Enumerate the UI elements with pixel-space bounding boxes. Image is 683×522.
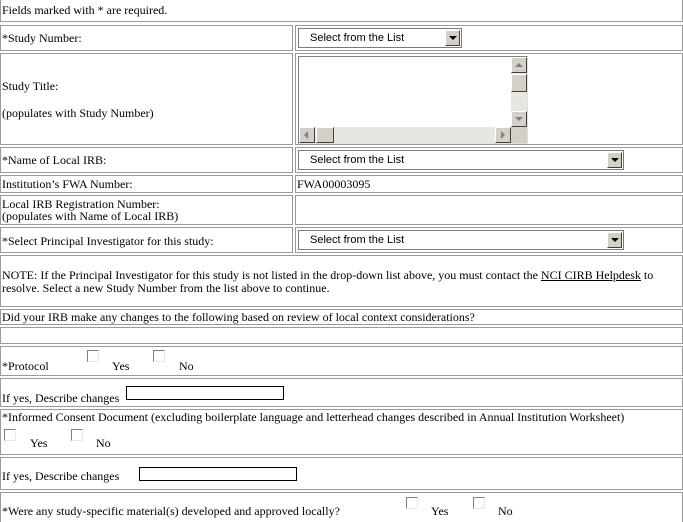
chevron-down-icon[interactable]	[445, 30, 460, 46]
consent-yes-checkbox[interactable]	[4, 429, 16, 441]
materials-yes-label: Yes	[431, 504, 449, 518]
irb-registration-value-cell	[295, 195, 683, 225]
protocol-label: *Protocol	[2, 359, 49, 373]
study-number-select[interactable]	[298, 28, 462, 48]
protocol-row	[0, 346, 683, 376]
pi-select[interactable]	[298, 230, 624, 250]
required-note-row	[0, 0, 683, 22]
required-note: Fields marked with * are required.	[2, 3, 168, 17]
study-title-textarea[interactable]	[298, 56, 528, 144]
chevron-down-icon[interactable]	[607, 152, 622, 168]
study-number-label-cell	[0, 25, 293, 51]
fwa-value: FWA00003095	[297, 177, 371, 191]
fwa-label: Institution’s FWA Number:	[2, 177, 133, 191]
protocol-no-label: No	[179, 359, 194, 373]
consent-no-label: No	[96, 436, 111, 450]
note-suffix: to	[643, 268, 654, 282]
local-irb-label-cell	[0, 147, 293, 173]
study-number-select-value: Select from the List	[310, 32, 405, 44]
consent-describe-input[interactable]	[139, 467, 297, 481]
materials-row	[0, 492, 683, 522]
spacer-row	[0, 327, 683, 344]
fwa-value-cell	[295, 175, 683, 193]
note-prefix: NOTE: If the Principal Investigator for this study is not listed in the drop-down list above, you must contact the	[2, 268, 538, 282]
local-irb-select[interactable]	[298, 150, 624, 170]
pi-value-cell	[295, 227, 683, 253]
consent-describe-label: If yes, Describe changes	[2, 469, 120, 483]
scroll-down-icon[interactable]	[511, 111, 527, 127]
horizontal-scroll-thumb[interactable]	[316, 127, 334, 143]
vertical-scroll-thumb[interactable]	[511, 74, 527, 92]
irb-registration-label: Local IRB Registration Number:	[2, 197, 160, 211]
consent-label: *Informed Consent Document (excluding boilerplate language and letterhead changes described in Annual Institution Worksheet)	[2, 410, 625, 424]
protocol-describe-row	[0, 378, 683, 407]
scroll-right-icon[interactable]	[495, 127, 511, 143]
changes-question: Did your IRB make any changes to the following based on review of local context considerations?	[2, 310, 475, 324]
pi-label-cell	[0, 227, 293, 253]
study-number-label: *Study Number:	[2, 31, 82, 45]
materials-label: *Were any study-specific material(s) developed and approved locally?	[2, 504, 340, 518]
study-title-label-cell	[0, 53, 293, 145]
protocol-yes-checkbox[interactable]	[87, 350, 99, 362]
fwa-label-cell	[0, 175, 293, 193]
consent-describe-row	[0, 457, 683, 490]
horizontal-scrollbar[interactable]	[299, 127, 511, 143]
protocol-yes-label: Yes	[112, 359, 130, 373]
pi-label: *Select Principal Investigator for this study:	[2, 234, 214, 248]
scroll-up-icon[interactable]	[511, 57, 527, 73]
scroll-left-icon[interactable]	[299, 127, 315, 143]
study-title-sub-label: (populates with Study Number)	[2, 106, 154, 120]
consent-row	[0, 409, 683, 455]
irb-registration-sub-label: (populates with Name of Local IRB)	[2, 209, 179, 223]
consent-no-checkbox[interactable]	[71, 429, 83, 441]
pi-select-value: Select from the List	[310, 234, 405, 246]
irb-registration-label-cell	[0, 195, 293, 225]
note-row	[0, 255, 683, 307]
protocol-describe-label: If yes, Describe changes	[2, 391, 120, 405]
local-irb-label: *Name of Local IRB:	[2, 153, 107, 167]
study-number-value-cell	[295, 25, 683, 51]
consent-yes-label: Yes	[30, 436, 48, 450]
materials-yes-checkbox[interactable]	[406, 497, 418, 509]
note-line-2: resolve. Select a new Study Number from the list above to continue.	[2, 281, 330, 295]
protocol-describe-input[interactable]	[126, 386, 284, 400]
nci-cirb-helpdesk-link[interactable]: NCI CIRB Helpdesk	[540, 268, 641, 282]
vertical-scrollbar[interactable]	[511, 57, 527, 127]
chevron-down-icon[interactable]	[607, 232, 622, 248]
materials-no-label: No	[498, 504, 513, 518]
materials-no-checkbox[interactable]	[473, 497, 485, 509]
study-title-label: Study Title:	[2, 79, 59, 93]
scrollbar-corner	[511, 127, 527, 143]
local-irb-select-value: Select from the List	[310, 154, 405, 166]
study-title-value-cell	[295, 53, 683, 145]
protocol-no-checkbox[interactable]	[153, 350, 165, 362]
changes-question-row	[0, 309, 683, 325]
local-irb-value-cell	[295, 147, 683, 173]
